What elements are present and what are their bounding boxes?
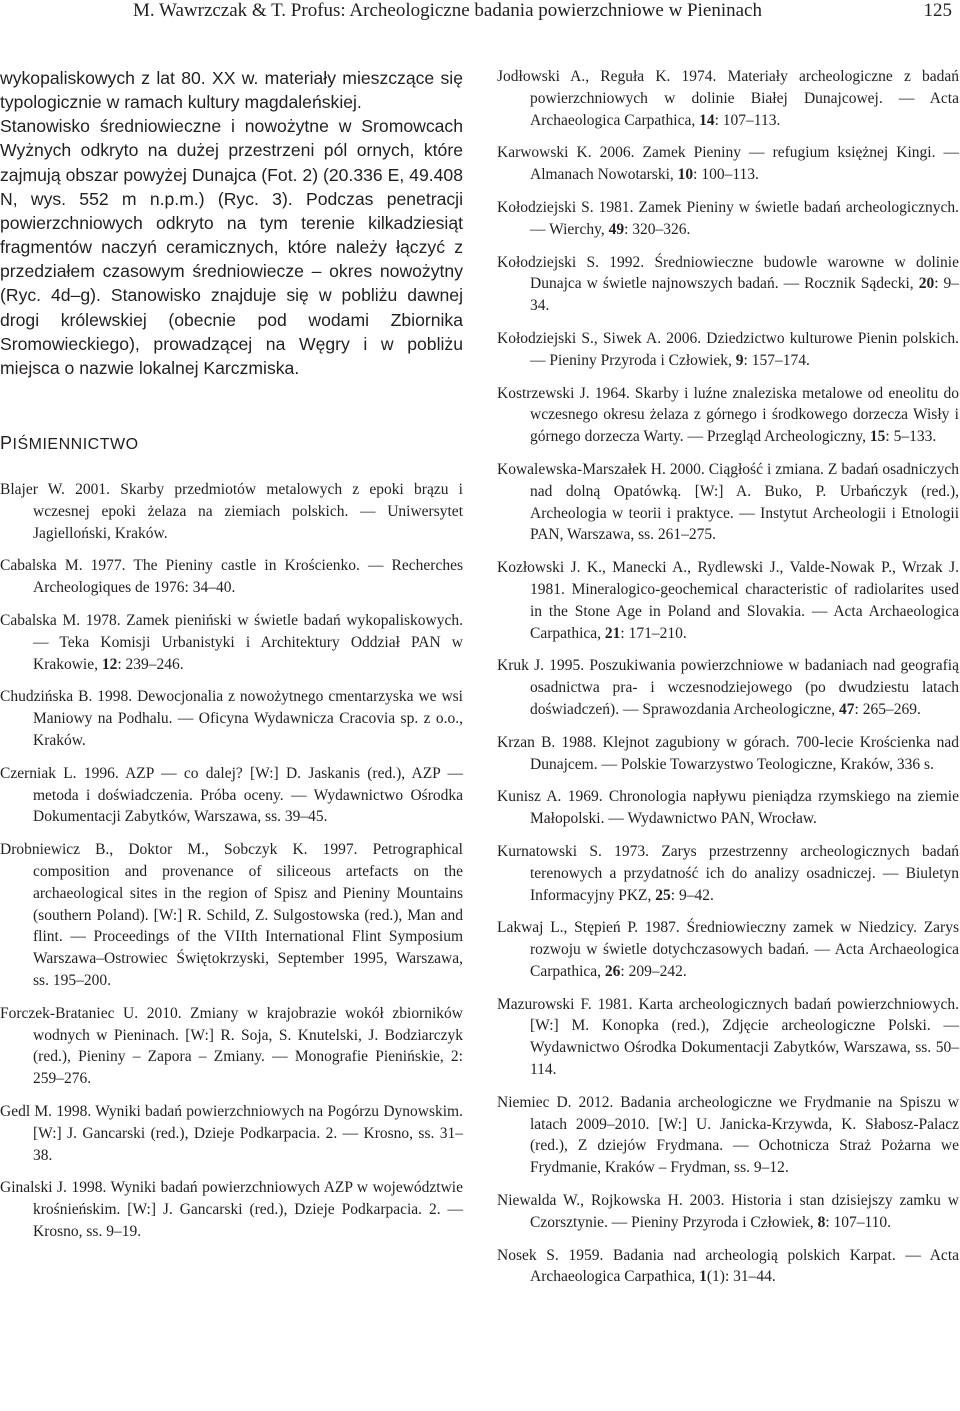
reference-entry bbox=[497, 1245, 959, 1289]
reference-pages: : 171–210. bbox=[620, 624, 687, 642]
reference-pages: (1): 31–44. bbox=[706, 1268, 776, 1286]
reference-list-left bbox=[0, 479, 463, 1243]
reference-text: Kurnatowski S. 1973. Zarys przestrzenny archeologicznych badań terenowych a przydatność ich do analizy osadniczej. — Biuletyn Informacyjny PKZ, bbox=[497, 842, 959, 904]
reference-volume: 25 bbox=[655, 886, 671, 904]
body-paragraph-2: Stanowisko średniowieczne i nowożytne w Sromowcach Wyżnych odkryto na dużej przestrzeni pól ornych, które zajmują obszar powyżej Dunajca (Fot. 2) (20.336 E, 49.408 N, wys. 552 m n.p.m.) (Ryc. 3). Podczas penetracji powierzchniowych odkryto na tym terenie kilkadziesiąt fragmentów naczyń ceramicznych, które należy łączyć z przedziałem czasowym średniowiecze – okres nowożytny (Ryc. 4d–g). Stanowisko znajduje się w pobliżu dawnej drogi królewskiej (obecnie pod wodami Zbiornika Sromowieckiego), prowadzącej na Węgry i w pobliżu miejsca o nazwie lokalnej Karczmiska. bbox=[0, 116, 463, 378]
reference-pages: : 107–110. bbox=[825, 1213, 892, 1231]
reference-pages: : 239–246. bbox=[117, 655, 184, 673]
reference-entry bbox=[0, 1101, 463, 1166]
reference-volume: 21 bbox=[604, 624, 621, 642]
reference-text: Gedl M. 1998. Wyniki badań powierzchniowych na Pogórzu Dynowskim. [W:] J. Gancarski (red.), Dzieje Podkarpacia. 2. — Krosno, ss. 31–38. bbox=[0, 1102, 463, 1164]
reference-entry bbox=[497, 917, 959, 982]
reference-entry bbox=[497, 732, 959, 776]
reference-entry bbox=[497, 557, 959, 644]
reference-text: Kunisz A. 1969. Chronologia napływu pieniądza rzymskiego na ziemie Małopolski. — Wydawnictwo PAN, Wrocław. bbox=[497, 788, 959, 828]
reference-text: Kruk J. 1995. Poszukiwania powierzchniowe w badaniach nad geografią osadnictwa pra- i wczesnodziejowego (po dwudziestu latach doświadczeń). — Sprawozdania Archeologiczne, bbox=[497, 657, 959, 718]
section-heading-references bbox=[0, 432, 463, 454]
right-column bbox=[497, 66, 959, 1299]
reference-volume: 15 bbox=[869, 428, 886, 446]
reference-entry bbox=[497, 994, 959, 1081]
reference-text: Blajer W. 2001. Skarby przedmiotów metalowych z epoki brązu i wczesnej epoki żelaza na ziemiach polskich. — Uniwersytet Jagielloński, Kraków. bbox=[0, 481, 463, 542]
reference-entry bbox=[0, 610, 463, 675]
reference-pages: : 5–133. bbox=[885, 428, 937, 446]
reference-pages: : 320–326. bbox=[624, 220, 691, 238]
reference-entry bbox=[497, 66, 959, 131]
reference-entry bbox=[497, 1092, 959, 1179]
reference-text: Lakwaj L., Stępień P. 1987. Średniowieczny zamek w Niedzicy. Zarys rozwoju w świetle dotychczasowych badań. — Acta Archaeologica Carpathica, bbox=[497, 919, 959, 980]
reference-text: Krzan B. 1988. Klejnot zagubiony w górach. 700-lecie Krościenka nad Dunajcem. — Polskie Towarzystwo Teologiczne, Kraków, 336 s. bbox=[497, 733, 959, 773]
reference-entry bbox=[0, 479, 463, 544]
reference-entry bbox=[497, 1190, 959, 1234]
left-column bbox=[0, 66, 463, 1254]
reference-pages: : 9–34. bbox=[530, 275, 959, 315]
reference-volume: 49 bbox=[608, 220, 625, 238]
section-heading-cap: P bbox=[0, 433, 13, 454]
reference-text: Kostrzewski J. 1964. Skarby i luźne znaleziska metalowe od eneolitu do wczesnego okresu żelaza z górnego i środkowego dorzecza Wisły i górnego dorzecza Warty. — Przegląd Archeologiczny, bbox=[497, 384, 959, 446]
reference-volume: 14 bbox=[699, 111, 715, 129]
reference-entry bbox=[0, 839, 463, 992]
reference-text: Kołodziejski S. 1992. Średniowieczne budowle warowne w dolinie Dunajca w świetle najnowszych badań. — Rocznik Sądecki, bbox=[497, 253, 959, 293]
reference-pages: : 107–113. bbox=[714, 111, 781, 129]
reference-entry bbox=[497, 383, 959, 448]
reference-entry bbox=[497, 328, 959, 372]
reference-entry bbox=[497, 252, 959, 317]
reference-list-right bbox=[497, 66, 959, 1288]
reference-entry bbox=[0, 1177, 463, 1242]
reference-volume: 12 bbox=[101, 655, 118, 673]
reference-entry bbox=[0, 555, 463, 599]
page-number: 125 bbox=[923, 0, 952, 21]
reference-entry bbox=[497, 786, 959, 830]
reference-pages: : 157–174. bbox=[743, 351, 810, 369]
reference-entry bbox=[497, 142, 959, 186]
body-text bbox=[0, 66, 463, 380]
reference-text: Jodłowski A., Reguła K. 1974. Materiały archeologiczne z badań powierzchniowych w dolinie Białej Dunajcowej. — Acta Archaeologica Carpathica, bbox=[497, 68, 959, 129]
reference-entry bbox=[0, 1003, 463, 1090]
reference-volume: 9 bbox=[735, 351, 744, 369]
reference-entry bbox=[0, 763, 463, 828]
reference-text: Kołodziejski S. 1981. Zamek Pieniny w świetle badań archeologicznych. — Wierchy, bbox=[497, 198, 959, 238]
reference-text: Kołodziejski S., Siwek A. 2006. Dziedzictwo kulturowe Pienin polskich. — Pieniny Przyroda i Człowiek, bbox=[497, 329, 959, 369]
reference-text: Cabalska M. 1977. The Pieniny castle in Krościenko. — Recherches Archeologiques de 1976: 34–40. bbox=[0, 557, 463, 597]
reference-text: Kowalewska-Marszałek H. 2000. Ciągłość i zmiana. Z badań osadniczych nad dolną Opatówką. [W:] A. Buko, P. Urbańczyk (red.), Archeologia w teorii i praktyce. — Instytut Archeologii i Etnologii PAN, Warszawa, ss. 261–275. bbox=[497, 460, 959, 544]
reference-volume: 20 bbox=[918, 275, 935, 293]
reference-entry bbox=[497, 655, 959, 720]
reference-text: Niewalda W., Rojkowska H. 2003. Historia i stan dzisiejszy zamku w Czorsztynie. — Pieniny Przyroda i Człowiek, bbox=[497, 1192, 959, 1231]
reference-text: Forczek-Brataniec U. 2010. Zmiany w krajobrazie wokół zbiorników wodnych w Pieninach. [W:] R. Soja, S. Knutelski, J. Bodziarczyk (red.), Pieniny – Zapora – Zmiany. — Monografie Pienińskie, 2: 259–276. bbox=[0, 1004, 463, 1088]
reference-text: Czerniak L. 1996. AZP — co dalej? [W:] D. Jaskanis (red.), AZP — metoda i doświadczenia. Próba oceny. — Wydawnictwo Ośrodka Dokumentacji Zabytków, Warszawa, ss. 39–45. bbox=[0, 764, 463, 826]
reference-volume: 10 bbox=[677, 166, 694, 184]
reference-pages: : 209–242. bbox=[620, 962, 687, 980]
running-header bbox=[0, 0, 960, 30]
section-heading-rest: IŚMIENNICTWO bbox=[12, 436, 139, 454]
reference-volume: 1 bbox=[699, 1268, 707, 1286]
reference-entry bbox=[0, 686, 463, 751]
reference-text: Kozłowski J. K., Manecki A., Rydlewski J., Valde-Nowak P., Wrzak J. 1981. Mineralogico-geochemical characteristic of radiolarites used in the Stone Age in Poland and Slovakia. — Acta Archaeologica Carpathica, bbox=[497, 559, 959, 642]
reference-text: Mazurowski F. 1981. Karta archeologicznych badań powierzchniowych. [W:] M. Konopka (red.), Zdjęcie archeologiczne Polski. — Wydawnictwo Ośrodka Dokumentacji Zabytków, Warszawa, ss. 50–114. bbox=[497, 995, 959, 1079]
body-paragraph-1: wykopaliskowych z lat 80. XX w. materiały mieszczące się typologicznie w ramach kultury magdaleńskiej. bbox=[0, 68, 463, 113]
running-header-title: M. Wawrzczak & T. Profus: Archeologiczne badania powierzchniowe w Pieninach bbox=[133, 0, 762, 21]
reference-text: Niemiec D. 2012. Badania archeologiczne we Frydmanie na Spiszu w latach 2009–2010. [W:] U. Janicka-Krzywda, K. Słabosz-Palacz (red.), Z dziejów Frydmana. — Ochotnicza Straż Pożarna we Frydmanie, Kraków – Frydman, ss. 9–12. bbox=[497, 1093, 959, 1177]
reference-pages: : 265–269. bbox=[854, 700, 921, 718]
reference-entry bbox=[497, 459, 959, 546]
reference-volume: 8 bbox=[817, 1213, 826, 1231]
reference-entry bbox=[497, 841, 959, 906]
reference-text: Cabalska M. 1978. Zamek pieniński w świetle badań wykopaliskowych. — Teka Komisji Urbanistyki i Architektury Oddział PAN w Krakowie, bbox=[0, 612, 463, 673]
reference-entry bbox=[497, 197, 959, 241]
reference-pages: : 100–113. bbox=[693, 166, 759, 184]
reference-pages: : 9–42. bbox=[670, 886, 714, 904]
reference-text: Nosek S. 1959. Badania nad archeologią polskich Karpat. — Acta Archaeologica Carpathica, bbox=[497, 1246, 959, 1286]
reference-text: Drobniewicz B., Doktor M., Sobczyk K. 1997. Petrographical composition and provenance of siliceous artefacts on the archaeological sites in the region of Spisz and Pieniny Mountains (southern Poland). [W:] R. Schild, Z. Sulgostowska (red.), Man and flint. — Proceedings of the VIIth International Flint Symposium Warszawa–Ostrowiec Świętokrzyski, September 1995, Warszawa, ss. 195–200. bbox=[0, 841, 463, 989]
reference-text: Ginalski J. 1998. Wyniki badań powierzchniowych AZP w województwie krośnieńskim. [W:] J. Gancarski (red.), Dzieje Podkarpacia. 2. — Krosno, ss. 9–19. bbox=[0, 1179, 463, 1240]
reference-volume: 47 bbox=[839, 700, 855, 718]
reference-text: Karwowski K. 2006. Zamek Pieniny — refugium księżnej Kingi. — Almanach Nowotarski, bbox=[497, 144, 959, 184]
reference-volume: 26 bbox=[604, 962, 621, 980]
reference-text: Chudzińska B. 1998. Dewocjonalia z nowożytnego cmentarzyska we wsi Maniowy na Podhalu. — Oficyna Wydawnicza Cracovia sp. z o.o., Kraków. bbox=[0, 688, 463, 749]
